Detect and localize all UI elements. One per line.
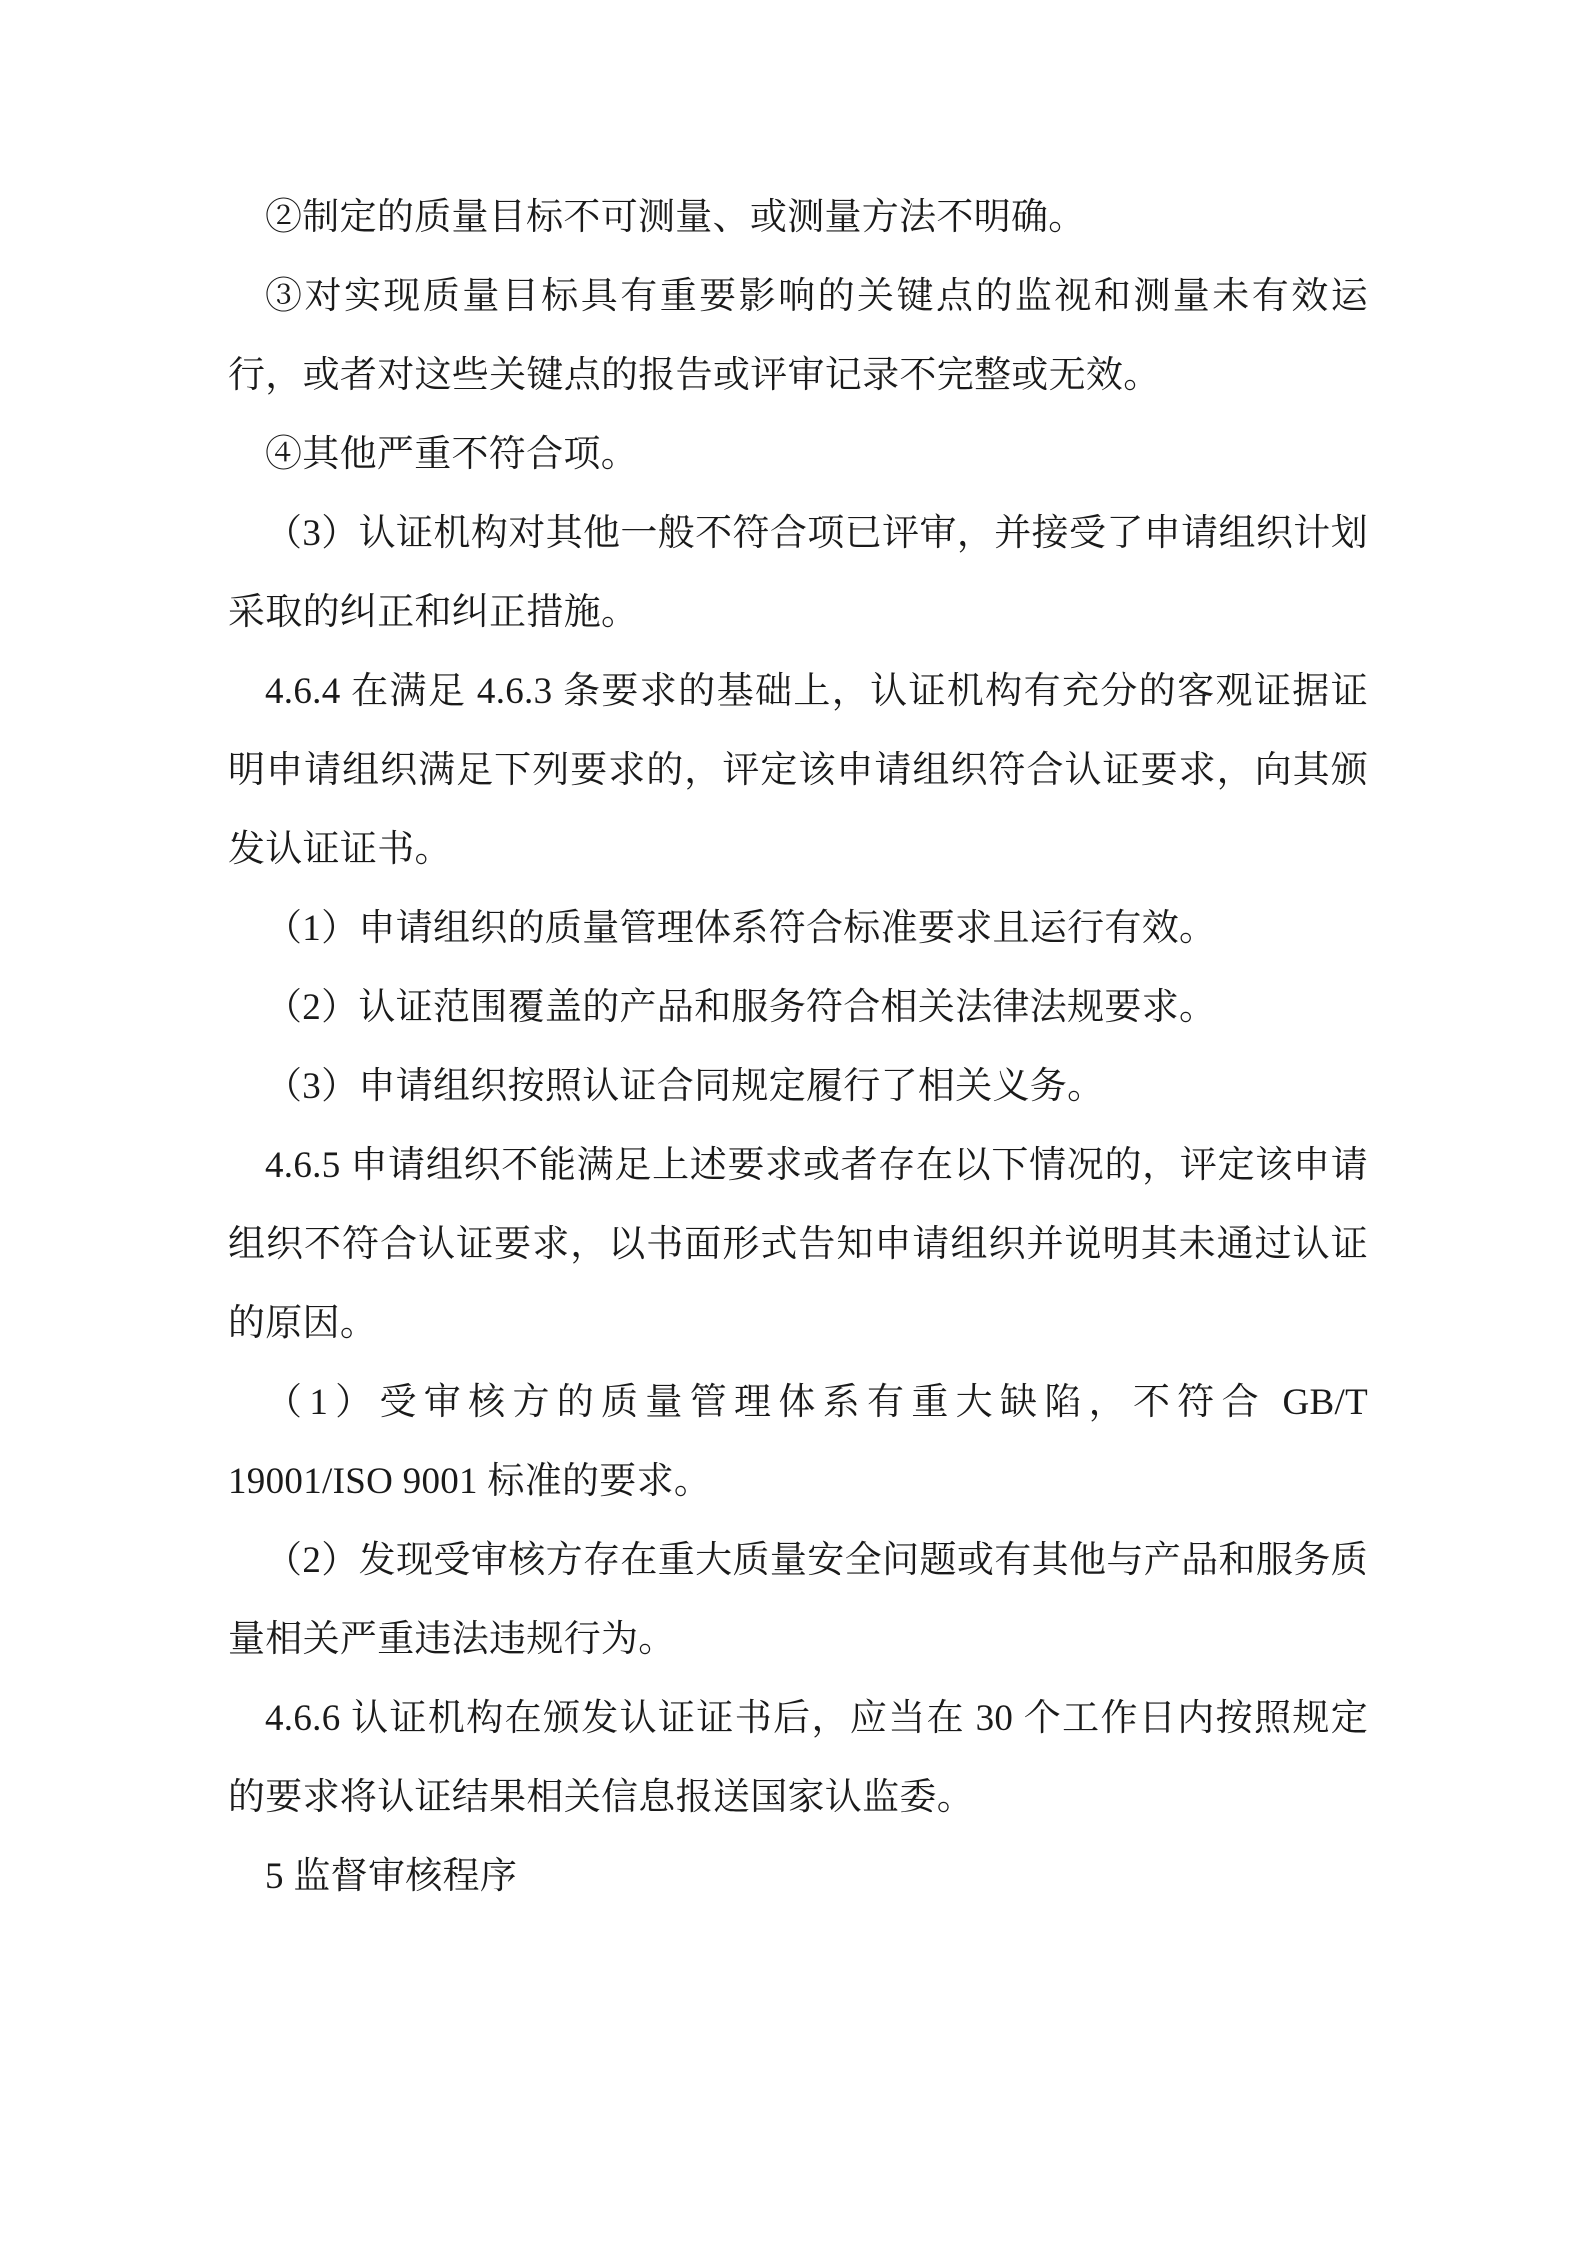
document-body [228, 178, 1368, 1916]
paragraph-condition-1: （1）受审核方的质量管理体系有重大缺陷，不符合 GB/T 19001/ISO 9001 标准的要求。 [228, 1382, 1368, 1502]
paragraph-requirement-2: （2）认证范围覆盖的产品和服务符合相关法律法规要求。 [265, 987, 1217, 1028]
paragraph-section-4-6-5: 4.6.5 申请组织不能满足上述要求或者存在以下情况的，评定该申请组织不符合认证要求，以书面形式告知申请组织并说明其未通过认证的原因。 [228, 1145, 1368, 1344]
paragraph-section-4-6-6: 4.6.6 认证机构在颁发认证证书后，应当在 30 个工作日内按照规定的要求将认证结果相关信息报送国家认监委。 [228, 1698, 1368, 1818]
paragraph-item-2: ②制定的质量目标不可测量、或测量方法不明确。 [265, 197, 1086, 238]
paragraph-section-4-6-4: 4.6.4 在满足 4.6.3 条要求的基础上，认证机构有充分的客观证据证明申请组织满足下列要求的，评定该申请组织符合认证要求，向其颁发认证证书。 [228, 671, 1368, 870]
paragraph-clause-3: （3）认证机构对其他一般不符合项已评审，并接受了申请组织计划采取的纠正和纠正措施。 [228, 513, 1368, 633]
paragraph-condition-2: （2）发现受审核方存在重大质量安全问题或有其他与产品和服务质量相关严重违法违规行为。 [228, 1540, 1368, 1660]
paragraph-section-5-heading: 5 监督审核程序 [265, 1856, 518, 1897]
paragraph-requirement-3: （3）申请组织按照认证合同规定履行了相关义务。 [265, 1066, 1105, 1107]
paragraph-item-3: ③对实现质量目标具有重要影响的关键点的监视和测量未有效运行，或者对这些关键点的报告或评审记录不完整或无效。 [228, 276, 1368, 396]
paragraph-item-4: ④其他严重不符合项。 [265, 434, 638, 475]
paragraph-requirement-1: （1）申请组织的质量管理体系符合标准要求且运行有效。 [265, 908, 1217, 949]
